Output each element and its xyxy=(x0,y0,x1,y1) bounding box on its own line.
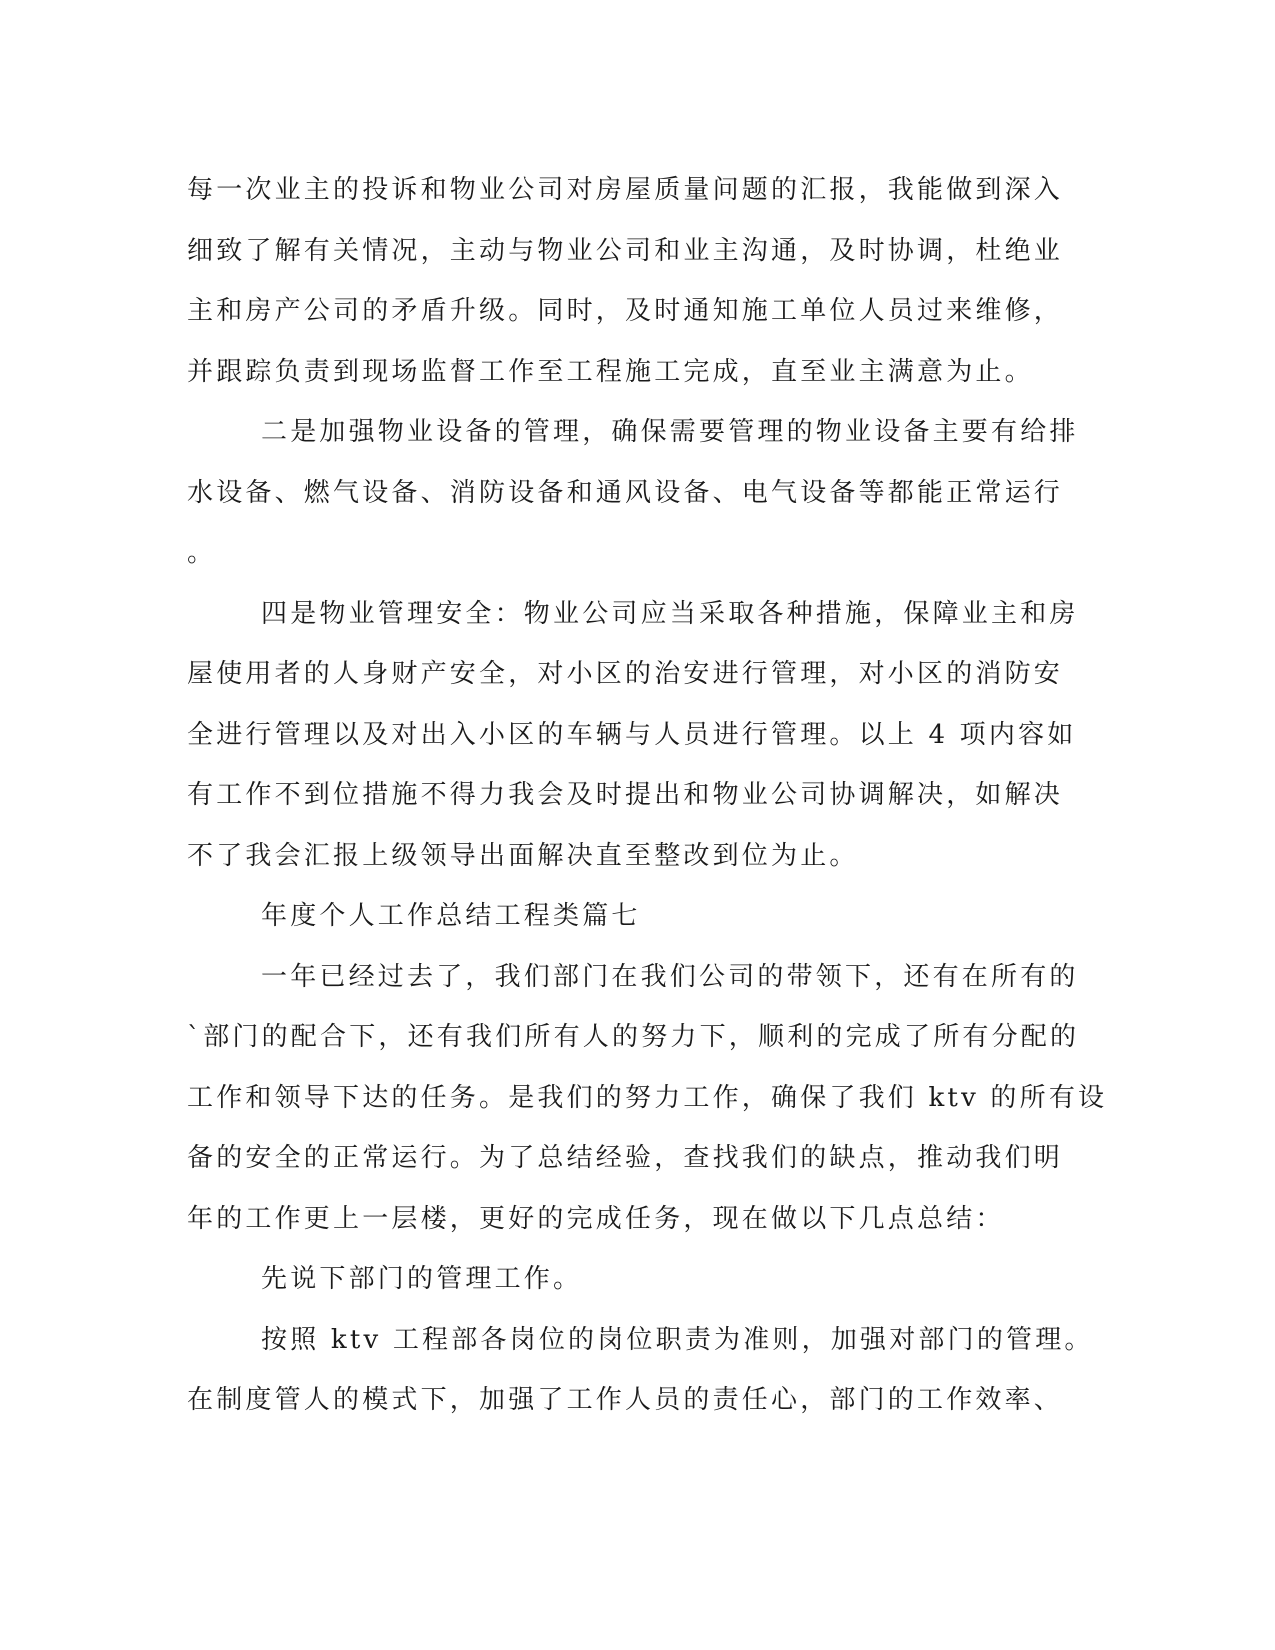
paragraph-start-line: 四是物业管理安全：物业公司应当采取各种措施，保障业主和房 xyxy=(261,598,1079,629)
text-line: 水设备、燃气设备、消防设备和通风设备、电气设备等都能正常运行 xyxy=(187,477,1064,508)
paragraph-start-line: 二是加强物业设备的管理，确保需要管理的物业设备主要有给排 xyxy=(261,417,1079,447)
paragraph-start-line: 一年已经过去了，我们部门在我们公司的带领下，还有在所有的 xyxy=(261,961,1079,992)
text-line: `部门的配合下，还有我们所有人的努力下，顺利的完成了所有分配的 xyxy=(187,1022,1080,1052)
text-line: 。 xyxy=(187,538,217,568)
text-line: 不了我会汇报上级领导出面解决直至整改到位为止。 xyxy=(187,840,859,871)
text-line: 工作和领导下达的任务。是我们的努力工作，确保了我们 ktv 的所有设 xyxy=(187,1082,1108,1113)
text-line: 细致了解有关情况，主动与物业公司和业主沟通，及时协调，杜绝业 xyxy=(187,235,1064,266)
text-line: 有工作不到位措施不得力我会及时提出和物业公司协调解决，如解决 xyxy=(187,780,1064,810)
document-body xyxy=(187,160,1108,1431)
text-line: 年的工作更上一层楼，更好的完成任务，现在做以下几点总结： xyxy=(187,1203,1005,1234)
paragraph-start-line: 按照 ktv 工程部各岗位的岗位职责为准则，加强对部门的管理。 xyxy=(261,1324,1094,1355)
text-line: 主和房产公司的矛盾升级。同时，及时通知施工单位人员过来维修， xyxy=(187,296,1064,326)
text-line: 在制度管人的模式下，加强了工作人员的责任心，部门的工作效率、 xyxy=(187,1385,1064,1415)
section-heading: 年度个人工作总结工程类篇七 xyxy=(261,901,641,931)
text-line: 每一次业主的投诉和物业公司对房屋质量问题的汇报，我能做到深入 xyxy=(187,175,1064,205)
paragraph-start-line: 先说下部门的管理工作。 xyxy=(261,1264,583,1294)
text-line: 全进行管理以及对出入小区的车辆与人员进行管理。以上 4 项内容如 xyxy=(187,719,1077,750)
text-line: 屋使用者的人身财产安全，对小区的治安进行管理，对小区的消防安 xyxy=(187,659,1064,689)
text-line: 并跟踪负责到现场监督工作至工程施工完成，直至业主满意为止。 xyxy=(187,356,1034,387)
text-line: 备的安全的正常运行。为了总结经验，查找我们的缺点，推动我们明 xyxy=(187,1143,1064,1173)
